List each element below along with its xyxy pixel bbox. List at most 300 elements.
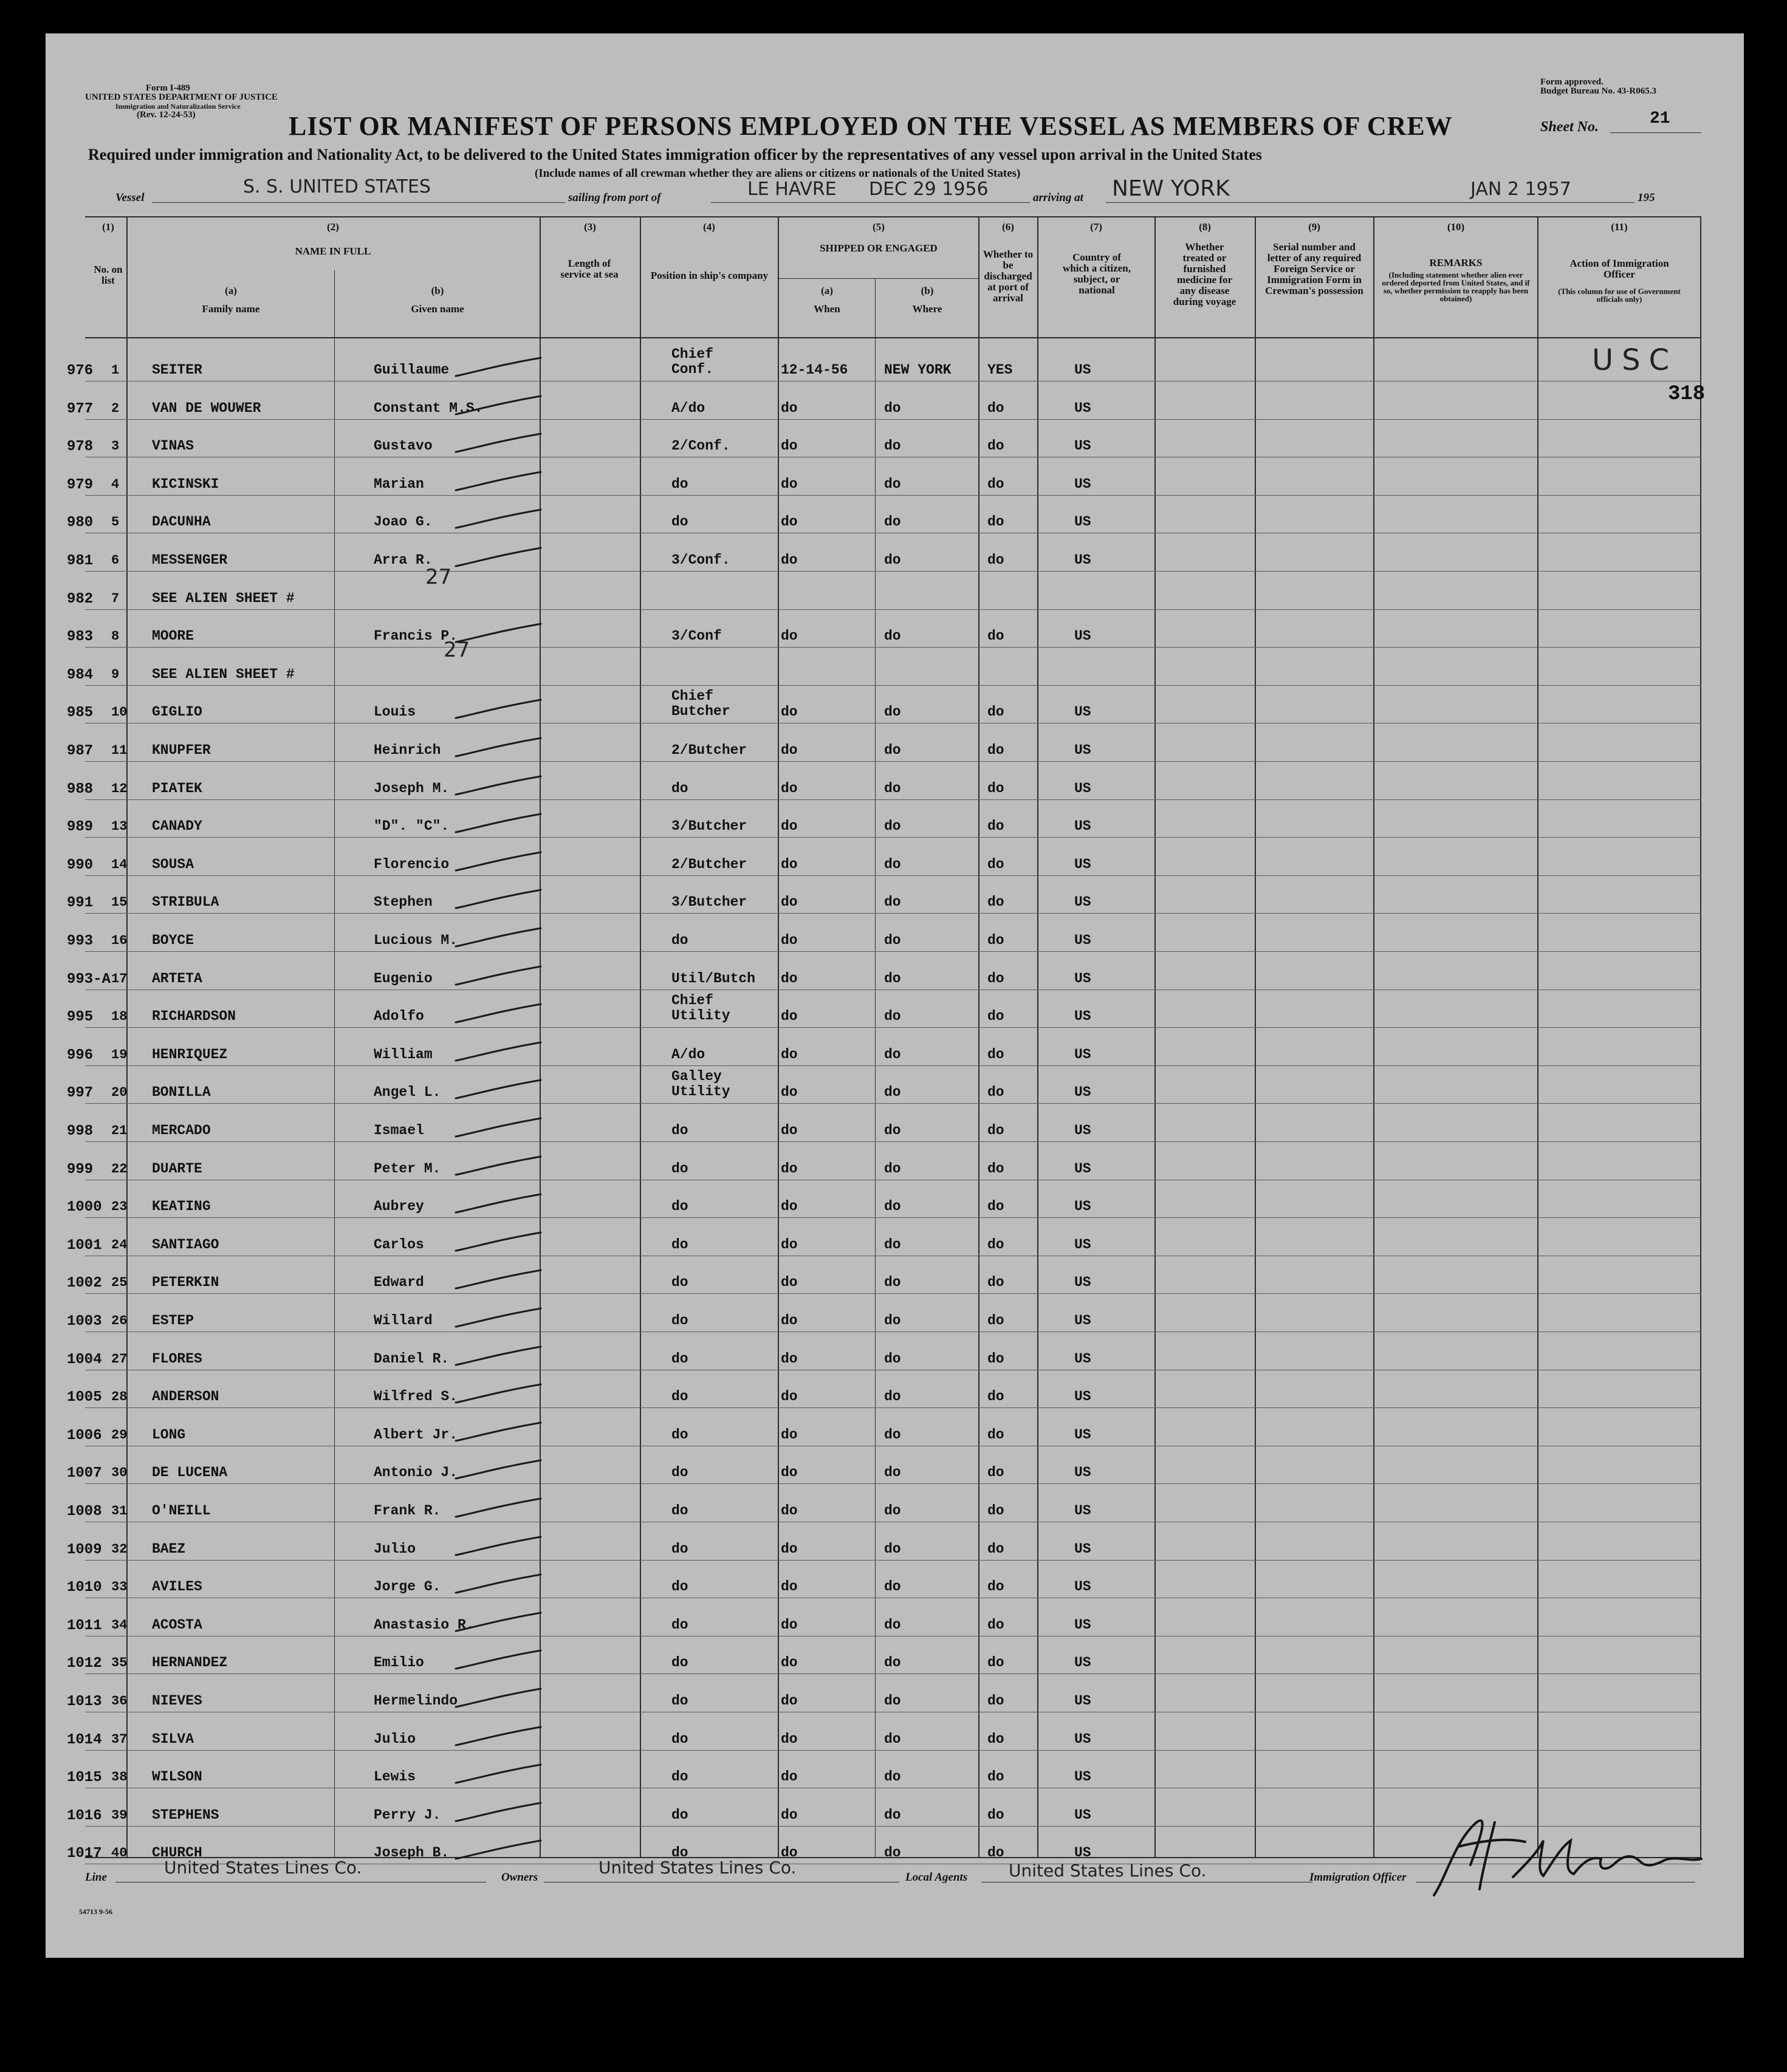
family-name: KEATING	[152, 1198, 211, 1214]
list-index: 987	[67, 743, 94, 759]
family-name: WILSON	[152, 1769, 202, 1785]
given-name: Peter M.	[374, 1161, 441, 1177]
row-rule	[85, 609, 1701, 610]
family-name: HERNANDEZ	[152, 1655, 228, 1670]
list-number: 16	[111, 933, 128, 948]
discharge: do	[987, 514, 1004, 530]
position: do	[671, 1541, 688, 1557]
discharge: do	[987, 894, 1004, 910]
list-number: 18	[111, 1009, 128, 1024]
given-name: Gustavo	[374, 438, 433, 454]
given-name: Carlos	[374, 1237, 424, 1253]
family-name: CHURCH	[152, 1845, 202, 1861]
col7-num: (7)	[1090, 221, 1102, 233]
list-number: 15	[111, 895, 128, 910]
shipped-where: do	[884, 1731, 901, 1747]
country: US	[1074, 1655, 1091, 1670]
given-name: Willard	[374, 1313, 433, 1328]
check-mark-icon	[450, 430, 547, 454]
col8-header: Whether treated or furnished medicine for any disease during voyage	[1173, 241, 1236, 307]
shipped-when: do	[781, 400, 798, 416]
shipped-when: do	[781, 1389, 798, 1404]
line-label: Line	[85, 1871, 107, 1884]
list-index: 988	[67, 781, 94, 798]
shipped-when: do	[781, 781, 798, 796]
family-name: MERCADO	[152, 1123, 211, 1138]
country: US	[1074, 1503, 1091, 1519]
check-mark-icon	[450, 1000, 547, 1025]
given-name: Arra R.	[374, 552, 433, 568]
given-name: Julio	[374, 1541, 416, 1557]
position: do	[671, 1237, 688, 1253]
list-index: 978	[67, 439, 94, 455]
discharge: do	[987, 932, 1004, 948]
check-mark-icon	[450, 1533, 547, 1557]
position: Util/Butch	[671, 971, 756, 986]
check-mark-icon	[450, 1799, 547, 1824]
list-index: 1009	[67, 1542, 102, 1558]
shipped-when: do	[781, 1503, 798, 1519]
position: A/do	[671, 400, 705, 416]
shipped-when: do	[781, 1769, 798, 1785]
family-name: ESTEP	[152, 1313, 194, 1328]
agency-name: UNITED STATES DEPARTMENT OF JUSTICE	[85, 92, 278, 102]
shipped-where: do	[884, 1655, 901, 1670]
shipped-when: do	[781, 971, 798, 986]
owners-value: United States Lines Co.	[599, 1858, 797, 1878]
family-name: HENRIQUEZ	[152, 1047, 228, 1062]
given-name: Antonio J.	[374, 1465, 458, 1480]
list-index: 1001	[67, 1237, 102, 1254]
country: US	[1074, 400, 1091, 416]
country: US	[1074, 781, 1091, 796]
family-name: ARTETA	[152, 971, 202, 986]
country: US	[1074, 1769, 1091, 1785]
given-name: Eugenio	[374, 971, 433, 986]
family-name: PETERKIN	[152, 1274, 219, 1290]
col11-header: Action of Immigration Officer	[1569, 258, 1669, 280]
list-index: 1015	[67, 1769, 102, 1786]
position: 2/Butcher	[671, 856, 747, 872]
shipped-when: 12-14-56	[781, 362, 848, 378]
col1-header: No. on list	[94, 264, 123, 286]
include-notice: (Include names of all crewman whether they are aliens or citizens or nationals of the United States)	[535, 167, 1021, 180]
country: US	[1074, 1161, 1091, 1177]
shipped-when: do	[781, 1084, 798, 1100]
position: do	[671, 1693, 688, 1709]
check-mark-icon	[450, 1267, 547, 1291]
shipped-when: do	[781, 1541, 798, 1557]
shipped-where: do	[884, 818, 901, 834]
year-suffix: 195	[1638, 191, 1655, 204]
discharge: do	[987, 400, 1004, 416]
position: do	[671, 1769, 688, 1785]
shipped-when: do	[781, 1465, 798, 1480]
list-index: 998	[67, 1123, 94, 1140]
col4-header: Position in ship's company	[650, 270, 769, 281]
shipped-where: do	[884, 781, 901, 796]
list-index: 990	[67, 857, 94, 874]
country: US	[1074, 818, 1091, 834]
family-name: RICHARDSON	[152, 1008, 236, 1024]
list-index: 993	[67, 933, 94, 949]
list-index: 991	[67, 895, 94, 911]
check-mark-icon	[450, 925, 547, 949]
row-rule	[85, 495, 1701, 496]
family-name: NIEVES	[152, 1693, 202, 1709]
check-mark-icon	[450, 849, 547, 873]
country: US	[1074, 1579, 1091, 1595]
shipped-when: do	[781, 1274, 798, 1290]
list-number: 29	[111, 1427, 128, 1443]
list-number: 28	[111, 1389, 128, 1404]
list-number: 1	[111, 363, 120, 378]
row-rule	[85, 951, 1701, 952]
agents-label: Local Agents	[905, 1871, 968, 1884]
list-number: 32	[111, 1542, 128, 1557]
check-mark-icon	[450, 1381, 547, 1405]
discharge: do	[987, 1427, 1004, 1443]
col11-num: (11)	[1611, 221, 1628, 233]
position: do	[671, 1845, 688, 1861]
row-rule	[85, 1293, 1701, 1294]
col7-header: Country of which a citizen, subject, or national	[1063, 251, 1131, 296]
position: do	[671, 514, 688, 530]
col5-header: SHIPPED OR ENGAGED	[820, 242, 938, 254]
country: US	[1074, 1617, 1091, 1633]
position: do	[671, 1161, 688, 1177]
alien-sheet-ref-1: 27	[425, 565, 452, 589]
country: US	[1074, 1807, 1091, 1823]
shipped-when: do	[781, 1161, 798, 1177]
family-name: ANDERSON	[152, 1389, 219, 1404]
family-name: SEITER	[152, 362, 202, 378]
shipped-where: do	[884, 1047, 901, 1062]
row-rule	[85, 1141, 1701, 1142]
shipped-where: do	[884, 1008, 901, 1024]
shipped-where: do	[884, 1807, 901, 1823]
row-rule	[85, 419, 1701, 420]
officer-label: Immigration Officer	[1309, 1871, 1407, 1884]
check-mark-icon	[450, 1761, 547, 1785]
family-name: BONILLA	[152, 1084, 211, 1100]
position: 3/Butcher	[671, 818, 747, 834]
check-mark-icon	[450, 1191, 547, 1215]
family-name: ACOSTA	[152, 1617, 202, 1633]
given-name: Joao G.	[374, 514, 433, 530]
shipped-where: do	[884, 704, 901, 720]
shipped-where: do	[884, 1123, 901, 1138]
form-approved: Form approved.	[1540, 77, 1603, 87]
given-name: Constant M.S.	[374, 400, 483, 416]
shipped-where: do	[884, 1617, 901, 1633]
given-name: Angel L.	[374, 1084, 441, 1100]
usc-annotation: USC	[1592, 343, 1678, 377]
check-mark-icon	[450, 1495, 547, 1519]
list-index: 1016	[67, 1808, 102, 1824]
family-name: BAEZ	[152, 1541, 186, 1557]
list-number: 25	[111, 1275, 128, 1290]
list-index: 993-A	[67, 971, 111, 988]
position: 3/Butcher	[671, 894, 747, 910]
arrival-date: JAN 2 1957	[1470, 179, 1571, 200]
list-number: 34	[111, 1618, 128, 1633]
discharge: do	[987, 1655, 1004, 1670]
shipped-when: do	[781, 1807, 798, 1823]
sailing-label: sailing from port of	[568, 191, 661, 204]
col5b-header: Where	[912, 303, 942, 315]
shipped-when: do	[781, 856, 798, 872]
list-number: 7	[111, 591, 120, 606]
row-rule	[85, 913, 1701, 914]
shipped-when: do	[781, 894, 798, 910]
shipped-where: NEW YORK	[884, 362, 952, 378]
list-index: 1017	[67, 1845, 102, 1862]
discharge: do	[987, 628, 1004, 644]
discharge: do	[987, 971, 1004, 986]
list-number: 37	[111, 1732, 128, 1747]
check-mark-icon	[450, 1837, 547, 1861]
given-name: Stephen	[374, 894, 433, 910]
discharge: do	[987, 1351, 1004, 1367]
country: US	[1074, 1693, 1091, 1709]
list-index: 1003	[67, 1313, 102, 1330]
position: 3/Conf	[671, 628, 722, 644]
shipped-when: do	[781, 1008, 798, 1024]
list-number: 3	[111, 439, 120, 454]
shipped-when: do	[781, 932, 798, 948]
given-name: Anastasio R.	[374, 1617, 475, 1633]
country: US	[1074, 362, 1091, 378]
annotation-318: 318	[1668, 383, 1706, 406]
discharge: do	[987, 1008, 1004, 1024]
list-index: 1004	[67, 1352, 102, 1368]
list-number: 11	[111, 743, 128, 758]
family-name: KICINSKI	[152, 476, 219, 492]
check-mark-icon	[450, 1647, 547, 1671]
row-rule	[85, 1560, 1701, 1561]
list-number: 13	[111, 819, 128, 834]
position: do	[671, 1465, 688, 1480]
form-number: Form I-489	[146, 83, 190, 93]
shipped-when: do	[781, 1237, 798, 1253]
position: 3/Conf.	[671, 552, 730, 568]
family-name: SEE ALIEN SHEET #	[152, 666, 295, 682]
list-number: 20	[111, 1085, 128, 1100]
vessel-label: Vessel	[115, 191, 145, 204]
check-mark-icon	[450, 468, 547, 493]
position: do	[671, 1123, 688, 1138]
country: US	[1074, 1845, 1091, 1861]
list-index: 999	[67, 1161, 94, 1178]
check-mark-icon	[450, 773, 547, 797]
discharge: do	[987, 1389, 1004, 1404]
list-index: 980	[67, 515, 94, 531]
shipped-when: do	[781, 1351, 798, 1367]
list-number: 31	[111, 1503, 128, 1519]
list-index: 1011	[67, 1618, 102, 1634]
country: US	[1074, 1084, 1091, 1100]
shipped-where: do	[884, 894, 901, 910]
country: US	[1074, 438, 1091, 454]
country: US	[1074, 894, 1091, 910]
col6-header: Whether to be discharged at port of arrival	[983, 248, 1034, 304]
budget-bureau: Budget Bureau No. 43-R065.3	[1540, 86, 1656, 96]
row-rule	[85, 1750, 1701, 1751]
country: US	[1074, 1198, 1091, 1214]
row-rule	[85, 799, 1701, 800]
check-mark-icon	[450, 1419, 547, 1443]
col6-num: (6)	[1002, 221, 1014, 233]
col4-num: (4)	[703, 221, 715, 233]
position: do	[671, 1503, 688, 1519]
given-name: "D". "C".	[374, 818, 450, 834]
list-number: 22	[111, 1161, 128, 1177]
country: US	[1074, 856, 1091, 872]
service-name: Immigration and Naturalization Service	[115, 102, 241, 111]
country: US	[1074, 1313, 1091, 1328]
country: US	[1074, 704, 1091, 720]
given-name: William	[374, 1047, 433, 1062]
discharge: do	[987, 1198, 1004, 1214]
list-number: 8	[111, 629, 120, 644]
shipped-where: do	[884, 400, 901, 416]
country: US	[1074, 476, 1091, 492]
col2a-num: (a)	[225, 285, 237, 296]
position: do	[671, 1351, 688, 1367]
check-mark-icon	[450, 544, 547, 569]
shipped-when: do	[781, 1845, 798, 1861]
family-name: MOORE	[152, 628, 194, 644]
family-name: VAN DE WOUWER	[152, 400, 261, 416]
list-index: 1000	[67, 1199, 102, 1216]
shipped-where: do	[884, 1351, 901, 1367]
col3-num: (3)	[584, 221, 596, 233]
check-mark-icon	[450, 1229, 547, 1253]
list-index: 1008	[67, 1503, 102, 1520]
given-name: Joseph M.	[374, 781, 450, 796]
discharge: do	[987, 1237, 1004, 1253]
shipped-where: do	[884, 1313, 901, 1328]
list-index: 1012	[67, 1655, 102, 1672]
list-number: 27	[111, 1352, 128, 1367]
family-name: STEPHENS	[152, 1807, 219, 1823]
family-name: DACUNHA	[152, 514, 211, 530]
country: US	[1074, 1274, 1091, 1290]
given-name: Joseph B.	[374, 1845, 450, 1861]
family-name: AVILES	[152, 1579, 202, 1595]
discharge: do	[987, 818, 1004, 834]
position: do	[671, 781, 688, 796]
given-name: Lewis	[374, 1769, 416, 1785]
given-name: Frank R.	[374, 1503, 441, 1519]
shipped-when: do	[781, 1655, 798, 1670]
shipped-when: do	[781, 818, 798, 834]
shipped-where: do	[884, 971, 901, 986]
list-number: 35	[111, 1655, 128, 1670]
shipped-when: do	[781, 1047, 798, 1062]
family-name: KNUPFER	[152, 742, 211, 758]
check-mark-icon	[450, 1457, 547, 1481]
shipped-where: do	[884, 1161, 901, 1177]
discharge: do	[987, 1161, 1004, 1177]
list-number: 40	[111, 1845, 128, 1861]
row-rule	[85, 1103, 1701, 1104]
discharge: do	[987, 1617, 1004, 1633]
col2b-num: (b)	[431, 285, 444, 296]
discharge: do	[987, 1769, 1004, 1785]
given-name: Jorge G.	[374, 1579, 441, 1595]
shipped-where: do	[884, 1693, 901, 1709]
discharge: do	[987, 1503, 1004, 1519]
family-name: VINAS	[152, 438, 194, 454]
shipped-when: do	[781, 1427, 798, 1443]
family-name: STRIBULA	[152, 894, 219, 910]
family-name: FLORES	[152, 1351, 202, 1367]
discharge: do	[987, 1084, 1004, 1100]
list-index: 985	[67, 705, 94, 721]
position: do	[671, 1198, 688, 1214]
list-index: 1006	[67, 1427, 102, 1444]
col2b-header: Given name	[411, 303, 464, 315]
shipped-where: do	[884, 628, 901, 644]
check-mark-icon	[450, 1343, 547, 1367]
country: US	[1074, 1427, 1091, 1443]
family-name: SANTIAGO	[152, 1237, 219, 1253]
family-name: DE LUCENA	[152, 1465, 228, 1480]
shipped-when: do	[781, 628, 798, 644]
country: US	[1074, 1351, 1091, 1367]
list-number: 10	[111, 705, 128, 720]
officer-signature	[1422, 1804, 1713, 1907]
list-index: 979	[67, 477, 94, 493]
country: US	[1074, 1237, 1091, 1253]
given-name: Hermelindo	[374, 1693, 458, 1709]
page-title: LIST OR MANIFEST OF PERSONS EMPLOYED ON THE VESSEL AS MEMBERS OF CREW	[289, 111, 1453, 141]
check-mark-icon	[450, 1723, 547, 1748]
list-index: 977	[67, 401, 94, 417]
discharge: do	[987, 1541, 1004, 1557]
family-name: GIGLIO	[152, 704, 202, 720]
col3-header: Length of service at sea	[560, 258, 619, 280]
list-index: 1002	[67, 1275, 102, 1291]
discharge: do	[987, 1313, 1004, 1328]
shipped-when: do	[781, 514, 798, 530]
list-number: 12	[111, 781, 128, 796]
shipped-where: do	[884, 552, 901, 568]
shipped-where: do	[884, 1579, 901, 1595]
check-mark-icon	[450, 392, 547, 417]
family-name: O'NEILL	[152, 1503, 211, 1519]
list-index: 983	[67, 629, 94, 645]
discharge: do	[987, 1731, 1004, 1747]
list-number: 21	[111, 1123, 128, 1138]
shipped-when: do	[781, 1579, 798, 1595]
shipped-when: do	[781, 1198, 798, 1214]
family-name: SEE ALIEN SHEET #	[152, 590, 295, 606]
list-index: 1013	[67, 1694, 102, 1710]
required-notice: Required under immigration and Nationality Act, to be delivered to the United States immigration officer by the representatives of any vessel upon arrival in the United States	[88, 146, 1262, 163]
position: do	[671, 476, 688, 492]
position: A/do	[671, 1047, 705, 1062]
country: US	[1074, 1465, 1091, 1480]
list-index: 1007	[67, 1465, 102, 1482]
check-mark-icon	[450, 810, 547, 835]
list-number: 17	[111, 971, 128, 986]
shipped-where: do	[884, 438, 901, 454]
given-name: Adolfo	[374, 1008, 424, 1024]
agents-value: United States Lines Co.	[1009, 1861, 1207, 1881]
